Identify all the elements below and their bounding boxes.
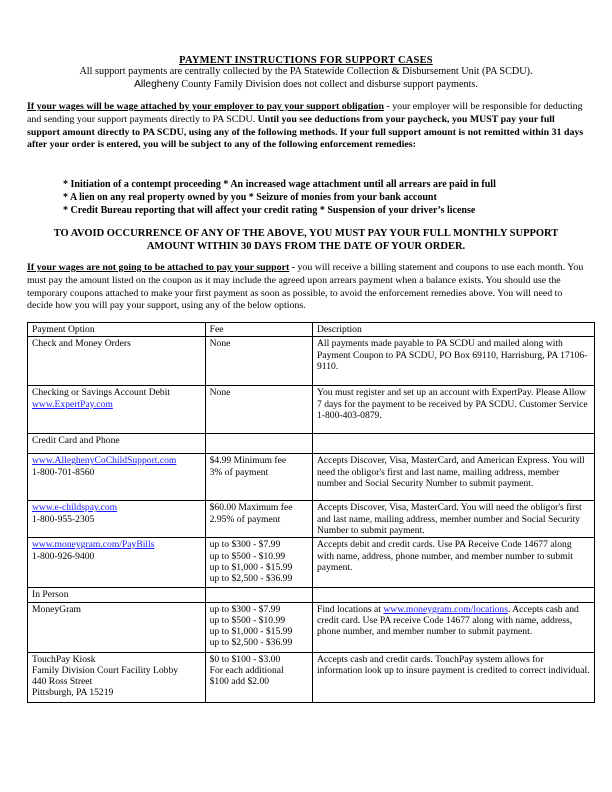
fee-line: $60.00 Maximum fee (209, 502, 293, 514)
touchpay-line: 440 Ross Street (32, 676, 93, 688)
not-attached-paragraph (27, 262, 589, 313)
table-header-row (28, 323, 595, 337)
table-row (28, 538, 595, 588)
touchpay-line: Family Division Court Facility Lobby (32, 664, 179, 676)
moneygram-paybills-link[interactable]: www.moneygram.com/PayBills (32, 539, 155, 551)
remedy-line: * Initiation of a contempt proceeding * An increased wage attachment until all arrears are paid in full (63, 179, 496, 190)
fee-moneygram-paybills (205, 538, 312, 588)
fee-line: For each additional (209, 664, 284, 676)
table-row (28, 501, 595, 538)
enforcement-remedies-list (23, 178, 589, 217)
subtitle-line-2 (23, 79, 589, 90)
section-in-person: In Person (28, 588, 206, 602)
touchpay-line: TouchPay Kiosk (32, 653, 96, 665)
option-moneygram-paybills (28, 538, 206, 588)
option-echildspay (28, 501, 206, 538)
option-check: Check and Money Orders (28, 337, 206, 386)
avoid-notice-line-2: AMOUNT WITHIN 30 DAYS FROM THE DATE OF YOUR ORDER. (146, 241, 466, 253)
avoid-notice (23, 227, 589, 254)
table-row (28, 454, 595, 501)
desc-echildspay: Accepts Discover, Visa, MasterCard. You will need the obligor's first and last name, mailing address, member number and Social Security Number to submit payment. (313, 501, 595, 538)
wage-attached-warning: Until you see deductions from your paycheck, you MUST pay your full support amount directly to PA SCDU, using any of the following methods. If your full support amount is not remitted within 31 days after your order is entered, you will be subject to any of the following enforcement remedies: (27, 113, 584, 151)
fee-line: 3% of payment (209, 466, 269, 478)
fee-moneygram (205, 602, 312, 652)
empty-cell (205, 588, 312, 602)
fee-check: None (205, 337, 312, 386)
fee-line: $100 add $2.00 (209, 676, 270, 688)
option-touchpay (28, 652, 206, 702)
table-row (28, 588, 595, 602)
wage-attached-text: your employer will be responsible for deducting and sending your support payments directly to PA SCDU. (27, 101, 583, 125)
touchpay-line: Pittsburgh, PA 15219 (32, 687, 114, 699)
desc-debit: You must register and set up an account with ExpertPay. Please Allow 7 days for the payment to be received by PA SCDU. Customer Service 1-800-403-0879. (313, 386, 595, 434)
fee-line: 2.95% of payment (209, 513, 281, 525)
option-allegheny (28, 454, 206, 501)
desc-moneygram-b: . Accepts cash and credit card. Use PA receive Code 14677 along with name, address, phone number, and member number to submit payment. (317, 603, 579, 638)
subtitle-line-1: All support payments are centrally collected by the PA Statewide Collection & Disbursement Unit (PA SCDU). (79, 66, 533, 77)
table-row (28, 434, 595, 454)
not-attached-text: you will receive a billing statement and coupons to use each month. You must pay the amount listed on the coupon as it may include the agreed upon arrears payment when a balance exists. You should use the temporary coupons attached to make your first payment as soon as possible, to avoid the enforcement remedies above. You will need to decide how you will pay your support, using any of the below options. (27, 262, 584, 312)
fee-echildspay (205, 501, 312, 538)
subtitle-county: Allegheny (134, 79, 179, 90)
expertpay-link[interactable]: www.ExpertPay.com (32, 398, 113, 410)
echildspay-phone: 1-800-955-2305 (32, 513, 95, 525)
not-attached-dash: - (289, 262, 298, 273)
table-row (28, 652, 595, 702)
fee-line: up to $300 - $7.99 (209, 603, 281, 615)
allegheny-support-link[interactable]: www.AlleghenyCoChildSupport.com (32, 455, 177, 467)
empty-cell (313, 588, 595, 602)
moneygram-phone: 1-800-926-9400 (32, 550, 95, 562)
wage-attached-heading: If your wages will be wage attached by your employer to pay your support obligation (27, 101, 384, 112)
empty-cell (313, 434, 595, 454)
desc-moneygram (313, 602, 595, 652)
fee-line: $4.99 Minimum fee (209, 455, 287, 467)
fee-line: up to $2,500 - $36.99 (209, 573, 293, 585)
desc-allegheny: Accepts Discover, Visa, MasterCard, and American Express. You will need the obligor's first and last name, mailing address, member number and Social Security Number to submit payment. (313, 454, 595, 501)
table-row (28, 602, 595, 652)
wage-attached-paragraph (27, 101, 589, 152)
option-moneygram: MoneyGram (28, 602, 206, 652)
empty-cell (205, 434, 312, 454)
section-credit-card-phone: Credit Card and Phone (28, 434, 206, 454)
remedy-line: * Credit Bureau reporting that will affect your credit rating * Suspension of your driver’s license (63, 205, 476, 216)
fee-allegheny (205, 454, 312, 501)
echildspay-link[interactable]: www.e-childspay.com (32, 502, 118, 514)
avoid-notice-line-1: TO AVOID OCCURRENCE OF ANY OF THE ABOVE, YOU MUST PAY YOUR FULL MONTHLY SUPPORT (53, 228, 559, 239)
not-attached-heading: If your wages are not going to be attached to pay your support (27, 262, 290, 273)
option-debit-label: Checking or Savings Account Debit (32, 387, 171, 399)
payment-options-table (27, 322, 595, 703)
remedy-line: * A lien on any real property owned by you * Seizure of monies from your bank account (63, 192, 437, 203)
header-payment-option: Payment Option (28, 323, 206, 337)
moneygram-locations-link[interactable]: www.moneygram.com/locations (383, 603, 508, 615)
fee-line: up to $500 - $10.99 (209, 550, 286, 562)
fee-line: $0 to $100 - $3.00 (209, 653, 281, 665)
fee-line: up to $500 - $10.99 (209, 614, 286, 626)
table-row (28, 337, 595, 386)
header-fee: Fee (205, 323, 312, 337)
subtitle-rest: County Family Division does not collect and disburse support payments. (178, 79, 478, 90)
fee-line: up to $1,000 - $15.99 (209, 561, 293, 573)
wage-attached-dash: - (383, 101, 393, 112)
desc-check: All payments made payable to PA SCDU and mailed along with Payment Coupon to PA SCDU, PO Box 69110, Harrisburg, PA 17106-9110. (313, 337, 595, 386)
header-description: Description (313, 323, 595, 337)
fee-line: up to $300 - $7.99 (209, 539, 281, 551)
desc-moneygram-paybills: Accepts debit and credit cards. Use PA Receive Code 14677 along with name, address, phone number, and member number to submit payment. (313, 538, 595, 588)
fee-line: up to $2,500 - $36.99 (209, 637, 293, 649)
allegheny-phone: 1-800-701-8560 (32, 466, 95, 478)
page-title: PAYMENT INSTRUCTIONS FOR SUPPORT CASES (179, 55, 433, 66)
fee-touchpay (205, 652, 312, 702)
fee-debit: None (205, 386, 312, 434)
desc-moneygram-a: Find locations at (317, 603, 384, 615)
option-debit (28, 386, 206, 434)
table-row (28, 386, 595, 434)
desc-touchpay: Accepts cash and credit cards. TouchPay system allows for information look up to insure payment is credited to correct individual. (313, 652, 595, 702)
fee-line: up to $1,000 - $15.99 (209, 626, 293, 638)
